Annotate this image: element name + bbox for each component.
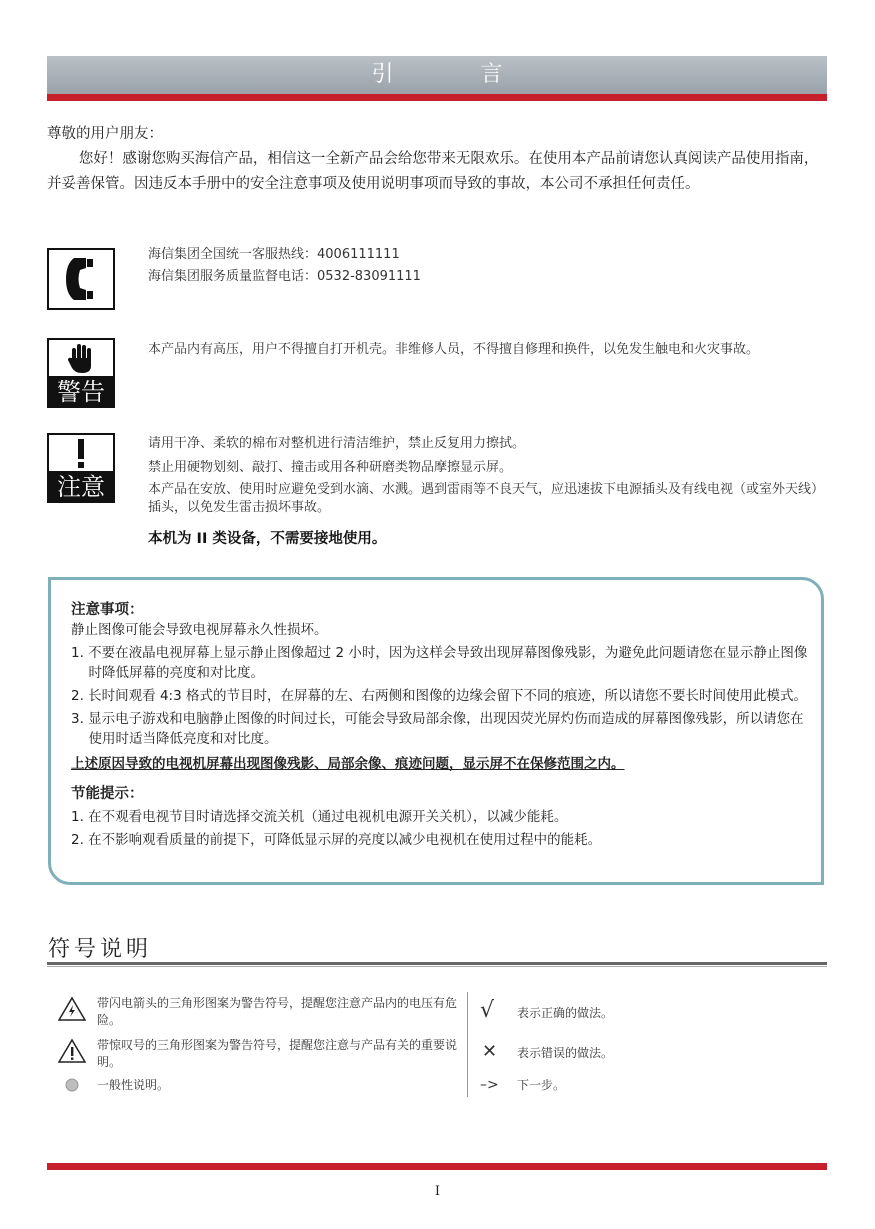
notes-title: 注意事项： xyxy=(71,602,144,618)
symbols-rule-thin xyxy=(47,966,827,967)
page-title: 引 言 xyxy=(371,62,543,87)
class-ii-note: 本机为 II 类设备，不需要接地使用。 xyxy=(148,531,387,547)
hotline-line-2: 海信集团服务质量监督电话：0532-83091111 xyxy=(148,269,421,284)
notes-item-1: 1. 不要在液晶电视屏幕上显示静止图像超过 2 小时，因为这样会导致出现屏幕图像残影，为避免此问题请您在显示静止图像时降低屏幕的亮度和对比度。 xyxy=(71,645,808,681)
energy-item-1: 1. 在不观看电视节目时请选择交流关机（通过电视机电源开关关机），以减少能耗。 xyxy=(71,809,568,825)
exclamation-icon xyxy=(47,433,115,471)
warning-badge xyxy=(47,338,115,408)
symbols-title: 符号说明 xyxy=(48,937,153,962)
warning-text xyxy=(148,339,759,361)
page-number: I xyxy=(434,1184,441,1199)
footer-red-bar xyxy=(47,1163,827,1170)
caution-badge xyxy=(47,433,115,503)
caution-item-1: 请用干净、柔软的棉布对整机进行清洁维护，禁止反复用力擦拭。 xyxy=(148,436,526,451)
notes-item-3: 3. 显示电子游戏和电脑静止图像的时间过长，可能会导致局部余像，出现因荧光屏灼伤而造成的屏幕图像残影，所以请您在使用时适当降低亮度和对比度。 xyxy=(71,711,804,747)
warning-message: 本产品内有高压，用户不得擅自打开机壳。非维修人员，不得擅自修理和换件，以免发生触电和火灾事故。 xyxy=(148,342,760,357)
intro-section xyxy=(47,122,829,197)
intro-greeting: 尊敬的用户朋友： xyxy=(47,126,163,142)
exclamation-triangle-icon xyxy=(57,1038,87,1068)
symbols-rule xyxy=(47,962,827,965)
lightning-triangle-icon xyxy=(57,996,87,1026)
hotline-line-1: 海信集团全国统一客服热线：4006111111 xyxy=(148,247,400,262)
symbol-lightning-text: 带闪电箭头的三角形图案为警告符号，提醒您注意产品内的电压有危险。 xyxy=(97,996,458,1027)
notes-subtitle: 静止图像可能会导致电视屏幕永久性损坏。 xyxy=(71,622,328,638)
hand-stop-icon xyxy=(47,338,115,376)
notes-panel xyxy=(48,577,824,885)
hotline-text xyxy=(148,244,421,288)
notes-item-2: 2. 长时间观看 4:3 格式的节目时，在屏幕的左、右两侧和图像的边缘会留下不同的痕迹，所以请您不要长时间使用此模式。 xyxy=(71,688,807,704)
header-banner xyxy=(47,56,827,94)
energy-title: 节能提示： xyxy=(71,786,144,802)
warning-label: 警告 xyxy=(47,376,115,408)
caution-item-2: 禁止用硬物划刻、敲打、撞击或用各种研磨类物品摩擦显示屏。 xyxy=(148,460,513,475)
symbol-exclamation-text: 带惊叹号的三角形图案为警告符号，提醒您注意与产品有关的重要说明。 xyxy=(97,1038,458,1069)
symbol-cross-text: 表示错误的做法。 xyxy=(517,1046,614,1060)
symbols-divider xyxy=(467,992,468,1097)
symbol-arrow-text: 下一步。 xyxy=(517,1078,566,1092)
symbol-dot-text: 一般性说明。 xyxy=(97,1078,170,1092)
gray-dot-icon xyxy=(65,1077,79,1096)
caution-text xyxy=(148,433,828,517)
cross-icon: ✕ xyxy=(482,1041,498,1062)
energy-item-2: 2. 在不影响观看质量的前提下，可降低显示屏的亮度以减少电视机在使用过程中的能耗。 xyxy=(71,832,602,848)
header-red-bar xyxy=(47,94,827,101)
check-icon: √ xyxy=(480,998,495,1023)
symbol-check-text: 表示正确的做法。 xyxy=(517,1006,614,1020)
intro-body: 您好！感谢您购买海信产品，相信这一全新产品会给您带来无限欢乐。在使用本产品前请您认真阅读产品使用指南，并妥善保管。因违反本手册中的安全注意事项及使用说明事项而导致的事故，本公司不承担任何责任。 xyxy=(47,151,819,192)
caution-item-3: 本产品在安放、使用时应避免受到水滴、水溅。遇到雷雨等不良天气，应迅速拔下电源插头及有线电视（或室外天线）插头，以免发生雷击损坏事故。 xyxy=(148,482,825,515)
arrow-icon: –> xyxy=(480,1077,499,1093)
caution-label: 注意 xyxy=(47,471,115,503)
warranty-note: 上述原因导致的电视机屏幕出现图像残影、局部余像、痕迹问题，显示屏不在保修范围之内。 xyxy=(71,756,625,772)
phone-icon xyxy=(47,248,115,310)
